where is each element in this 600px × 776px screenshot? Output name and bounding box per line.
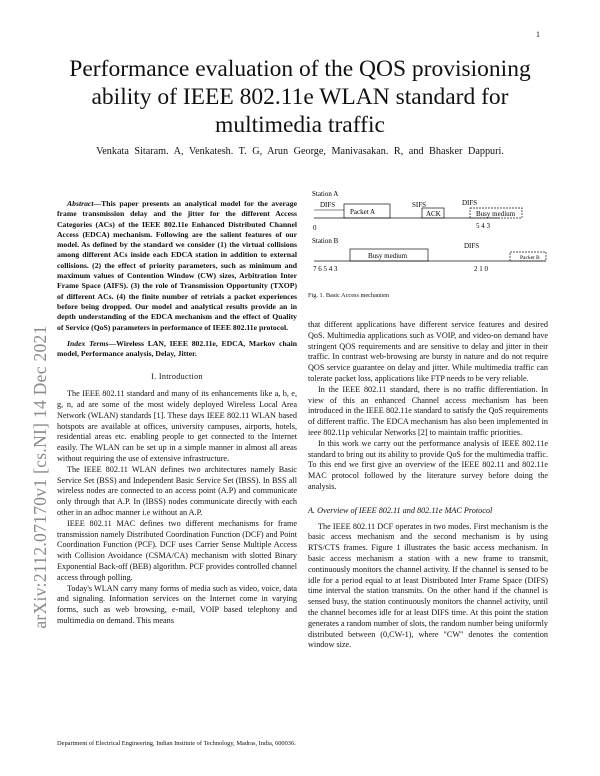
index-terms-label: Index Terms: [67, 338, 109, 348]
section-heading-introduction: I. Introduction: [151, 372, 203, 382]
b-counts-label: 7 6 5 4 3: [313, 265, 338, 272]
author-list: Venkata Sitaram. A, Venkatesh. T. G, Arun George, Manivasakan. R, and Bhasker Dappuri.: [96, 146, 504, 157]
abstract-text: —This paper presents an analytical model for the average frame transmission delay and the jitter for the different Access Categories (ACs) of the IEEE 802.11e Enhanced Distributed Channel Access (EDCA) mechanism. Following are the salient features of our model. As defined by the standard we consider (1) the virtual collisions among different ACs inside each EDCA station in addition to external collisions. (2) the effect of priority parameters, such as minimum and maximum values of Contention Window (CW) sizes, Arbitration Inter Frame Space (AIFS). (3) the role of Transmission Opportunity (TXOP) of different ACs. (4) the finite number of retrials a packet experiences before being dropped. Our model and analytical results provide an in depth understanding of the EDCA mechanism and the effect of Quality of Service (QoS) parameters in performance of IEEE 802.11e protocol.: [57, 199, 297, 332]
difs-label-a: DIFS: [320, 201, 336, 209]
a-counts-label: 5 4 3: [476, 222, 490, 230]
paragraph: The IEEE 802.11 DCF operates in two modes. First mechanism is the basic access mechanism and the second mechanism is by using RTS/CTS frames. Figure 1 illustrates the basic access mechanism. In basic access mechanism a station with a new frame to transmit, continuously monitors the channel activity. If the channel is sensed to be idle for a period equal to at least Distributed Inter Frame Space (DIFS) time interval the station transmits. On the other hand if the channel is sensed busy, the station continuously monitors the channel activity, until the channel becomes idle for at least DIFS time. At this point the station generates a random number of slots, the random number being uniformly distributed between (0,CW-1), where "CW" denotes the contention window size.: [308, 521, 548, 650]
abstract-label: Abstract: [67, 199, 94, 208]
footnote: Department of Electrical Engineering, Indian Institute of Technology, Madras, India, 600036.: [57, 740, 296, 747]
station-b-label: Station B: [312, 237, 339, 245]
right-column: [308, 320, 548, 651]
abstract: [57, 199, 297, 333]
ack-label: ACK: [426, 210, 441, 218]
sifs-label: SIFS: [412, 201, 427, 209]
busy-medium-label-a: Busy medium: [476, 210, 516, 218]
left-column: [57, 199, 297, 627]
figure-caption: Fig. 1. Basic Access mechanism: [308, 292, 390, 299]
packet-a-label: Packet A: [350, 208, 376, 216]
arxiv-stamp: arXiv:2112.07170v1 [cs.NI] 14 Dec 2021: [30, 325, 50, 629]
index-terms: [57, 339, 297, 360]
station-a-label: Station A: [312, 190, 339, 198]
paper-title: Performance evaluation of the QOS provisioning ability of IEEE 802.11e WLAN standard for multimedia traffic: [69, 56, 531, 138]
basic-access-figure: [310, 188, 550, 272]
paragraph: In this work we carry out the performance analysis of IEEE 802.11e standard to bring out its ability to provide QoS for the multimedia traffic. To this end we first give an overview of the IEEE 802.11 and 802.11e MAC protocol followed by the literature survey before doing the analysis.: [308, 438, 548, 491]
page-number: 1: [536, 30, 540, 39]
difs-label-b: DIFS: [464, 242, 480, 250]
packet-b-label: Packet B: [520, 255, 540, 261]
paragraph: IEEE 802.11 MAC defines two different mechanisms for frame transmission namely Distributed Coordination Function (DCF) and Point Coordination Function (PCF). DCF uses Carrier Sense Multiple Access with Collision Avoidance (CSMA/CA) mechanism with slotted Binary Exponential Back-off (BEB) algorithm. PCF provides controlled channel access through polling.: [57, 518, 297, 582]
paragraph: that different applications have different service features and desired QoS. Multimedia applications such as VOIP, and video-on demand have stringent QOS requirements and are sensitive to delay and jitter in their traffic. In contrast web-browsing are bursty in nature and do not require QOS service guarantee on delay and jitter. While multimedia traffic can tolerate packet loss, applications like FTP needs to be very reliable.: [308, 320, 548, 383]
subsection-heading: A. Overview of IEEE 802.11 and 802.11e MAC Protocol: [308, 505, 493, 515]
index-terms-text: —Wireless LAN, IEEE 802.11e, EDCA, Markov chain model, Performance analysis, Delay, Jitter.: [57, 338, 297, 359]
paragraph: The IEEE 802.11 standard and many of its enhancements like a, b, e, g, n, ad are some of the most widely deployed Wireless Local Area Network (WLAN) standards [1]. These days IEEE 802.11 WLAN based hotspots are available at offices, university campuses, airports, hotels, residential areas etc. enabling people to get connected to the Internet easily. The WLAN can be set up in a simple manner in almost all areas without requiring the use of extensive infrastructure.: [57, 389, 297, 464]
busy-medium-label-b: Busy medium: [368, 252, 408, 260]
paragraph: Today's WLAN carry many forms of media such as video, voice, data and signaling. Information services on the Internet come in varying forms, such as web browsing, e-mail, VOIP based telephony and multimedia on demand. This means: [57, 583, 297, 625]
paragraph: The IEEE 802.11 WLAN defines two architectures namely Basic Service Set (BSS) and Independent Basic Service Set (IBSS). In BSS all wireless nodes are connected to an access point (A.P) and communicate only through that A.P. In (IBSS) nodes communicate directly with each other in an adhoc manner i.e without an A.P.: [57, 464, 297, 518]
paragraph: In the IEEE 802.11 standard, there is no traffic differentiation. In view of this an enhanced Channel access mechanism has been introduced in the IEEE 802.11e standard to satisfy the QoS requirements of different traffic. The EDCA mechanism has also been implemented in ieee 802.11p vehicular Networks [2] to maintain traffic priorities.: [308, 384, 548, 437]
difs-label-a2: DIFS: [462, 199, 478, 207]
b-end-label: 2 1 0: [474, 265, 488, 272]
a-zero-label: 0: [313, 224, 317, 232]
